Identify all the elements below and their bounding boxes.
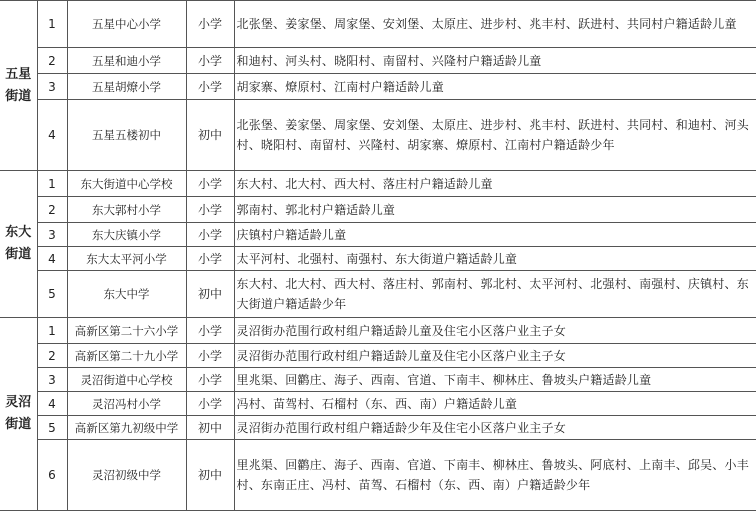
row-index: 1 [37, 1, 67, 48]
school-name: 高新区第九初级中学 [67, 416, 186, 440]
table-row [0, 1, 756, 48]
table-row [0, 48, 756, 74]
school-level: 小学 [186, 344, 234, 368]
enrollment-area: 北张堡、姜家堡、周家堡、安刘堡、太原庄、进步村、兆丰村、跃进村、共同村、和迪村、河头村、晓阳村、南留村、兴隆村、胡家寨、燎原村、江南村户籍适龄少年 [234, 100, 756, 171]
school-name: 五星五楼初中 [67, 100, 186, 171]
table-row [0, 318, 756, 344]
district-label: 灵沼街道 [5, 395, 32, 432]
table-row [0, 74, 756, 100]
enrollment-area: 灵沼街办范围行政村组户籍适龄儿童及住宅小区落户业主子女 [234, 318, 756, 344]
school-name: 灵沼街道中心学校 [67, 368, 186, 392]
row-index: 2 [37, 197, 67, 223]
table-row [0, 440, 756, 511]
row-index: 3 [37, 223, 67, 247]
enrollment-area: 东大村、北大村、西大村、落庄村户籍适龄儿童 [234, 171, 756, 197]
table-row [0, 416, 756, 440]
school-name: 五星和迪小学 [67, 48, 186, 74]
table-row [0, 247, 756, 271]
row-index: 1 [37, 318, 67, 344]
school-level: 小学 [186, 392, 234, 416]
row-index: 3 [37, 368, 67, 392]
row-index: 4 [37, 247, 67, 271]
school-level: 小学 [186, 223, 234, 247]
enrollment-area: 灵沼街办范围行政村组户籍适龄儿童及住宅小区落户业主子女 [234, 344, 756, 368]
school-level: 初中 [186, 271, 234, 318]
row-index: 5 [37, 271, 67, 318]
school-name: 灵沼冯村小学 [67, 392, 186, 416]
school-name: 东大中学 [67, 271, 186, 318]
table-row [0, 223, 756, 247]
row-index: 4 [37, 392, 67, 416]
school-name: 五星胡燎小学 [67, 74, 186, 100]
school-level: 初中 [186, 440, 234, 511]
school-level: 小学 [186, 368, 234, 392]
table-row [0, 271, 756, 318]
district-name [0, 171, 37, 318]
row-index: 5 [37, 416, 67, 440]
district-name [0, 1, 37, 171]
district-label: 五星街道 [5, 66, 32, 104]
school-level: 小学 [186, 48, 234, 74]
table-row [0, 197, 756, 223]
school-name: 高新区第二十九小学 [67, 344, 186, 368]
enrollment-area: 灵沼街办范围行政村组户籍适龄少年及住宅小区落户业主子女 [234, 416, 756, 440]
enrollment-area: 太平河村、北强村、南强村、东大街道户籍适龄儿童 [234, 247, 756, 271]
school-name: 五星中心小学 [67, 1, 186, 48]
school-name: 东大庆镇小学 [67, 223, 186, 247]
enrollment-area: 冯村、苗驾村、石榴村（东、西、南）户籍适龄儿童 [234, 392, 756, 416]
row-index: 2 [37, 48, 67, 74]
table-row [0, 392, 756, 416]
school-level: 小学 [186, 74, 234, 100]
district-name [0, 318, 37, 511]
school-level: 小学 [186, 247, 234, 271]
school-level: 小学 [186, 171, 234, 197]
enrollment-area: 里兆渠、回鹳庄、海子、西南、官道、下南丰、柳林庄、鲁坡头户籍适龄儿童 [234, 368, 756, 392]
table-row [0, 344, 756, 368]
school-level: 初中 [186, 416, 234, 440]
row-index: 3 [37, 74, 67, 100]
table-row [0, 100, 756, 171]
school-level: 初中 [186, 100, 234, 171]
enrollment-area: 庆镇村户籍适龄儿童 [234, 223, 756, 247]
school-name: 东大郭村小学 [67, 197, 186, 223]
school-name: 高新区第二十六小学 [67, 318, 186, 344]
row-index: 6 [37, 440, 67, 511]
school-name: 灵沼初级中学 [67, 440, 186, 511]
school-name: 东大街道中心学校 [67, 171, 186, 197]
row-index: 2 [37, 344, 67, 368]
enrollment-area: 和迪村、河头村、晓阳村、南留村、兴隆村户籍适龄儿童 [234, 48, 756, 74]
enrollment-area: 北张堡、姜家堡、周家堡、安刘堡、太原庄、进步村、兆丰村、跃进村、共同村户籍适龄儿童 [234, 1, 756, 48]
enrollment-area: 郭南村、郭北村户籍适龄儿童 [234, 197, 756, 223]
school-level: 小学 [186, 1, 234, 48]
table-row [0, 171, 756, 197]
district-label: 东大街道 [5, 225, 32, 262]
school-level: 小学 [186, 318, 234, 344]
table-row [0, 368, 756, 392]
table-body [0, 1, 756, 511]
enrollment-area: 里兆渠、回鹳庄、海子、西南、官道、下南丰、柳林庄、鲁坡头、阿底村、上南丰、邱吴、小丰村、东南正庄、冯村、苗驾、石榴村（东、西、南）户籍适龄少年 [234, 440, 756, 511]
school-name: 东大太平河小学 [67, 247, 186, 271]
enrollment-area: 胡家寨、燎原村、江南村户籍适龄儿童 [234, 74, 756, 100]
row-index: 4 [37, 100, 67, 171]
enrollment-area: 东大村、北大村、西大村、落庄村、郭南村、郭北村、太平河村、北强村、南强村、庆镇村、东大街道户籍适龄少年 [234, 271, 756, 318]
school-level: 小学 [186, 197, 234, 223]
row-index: 1 [37, 171, 67, 197]
